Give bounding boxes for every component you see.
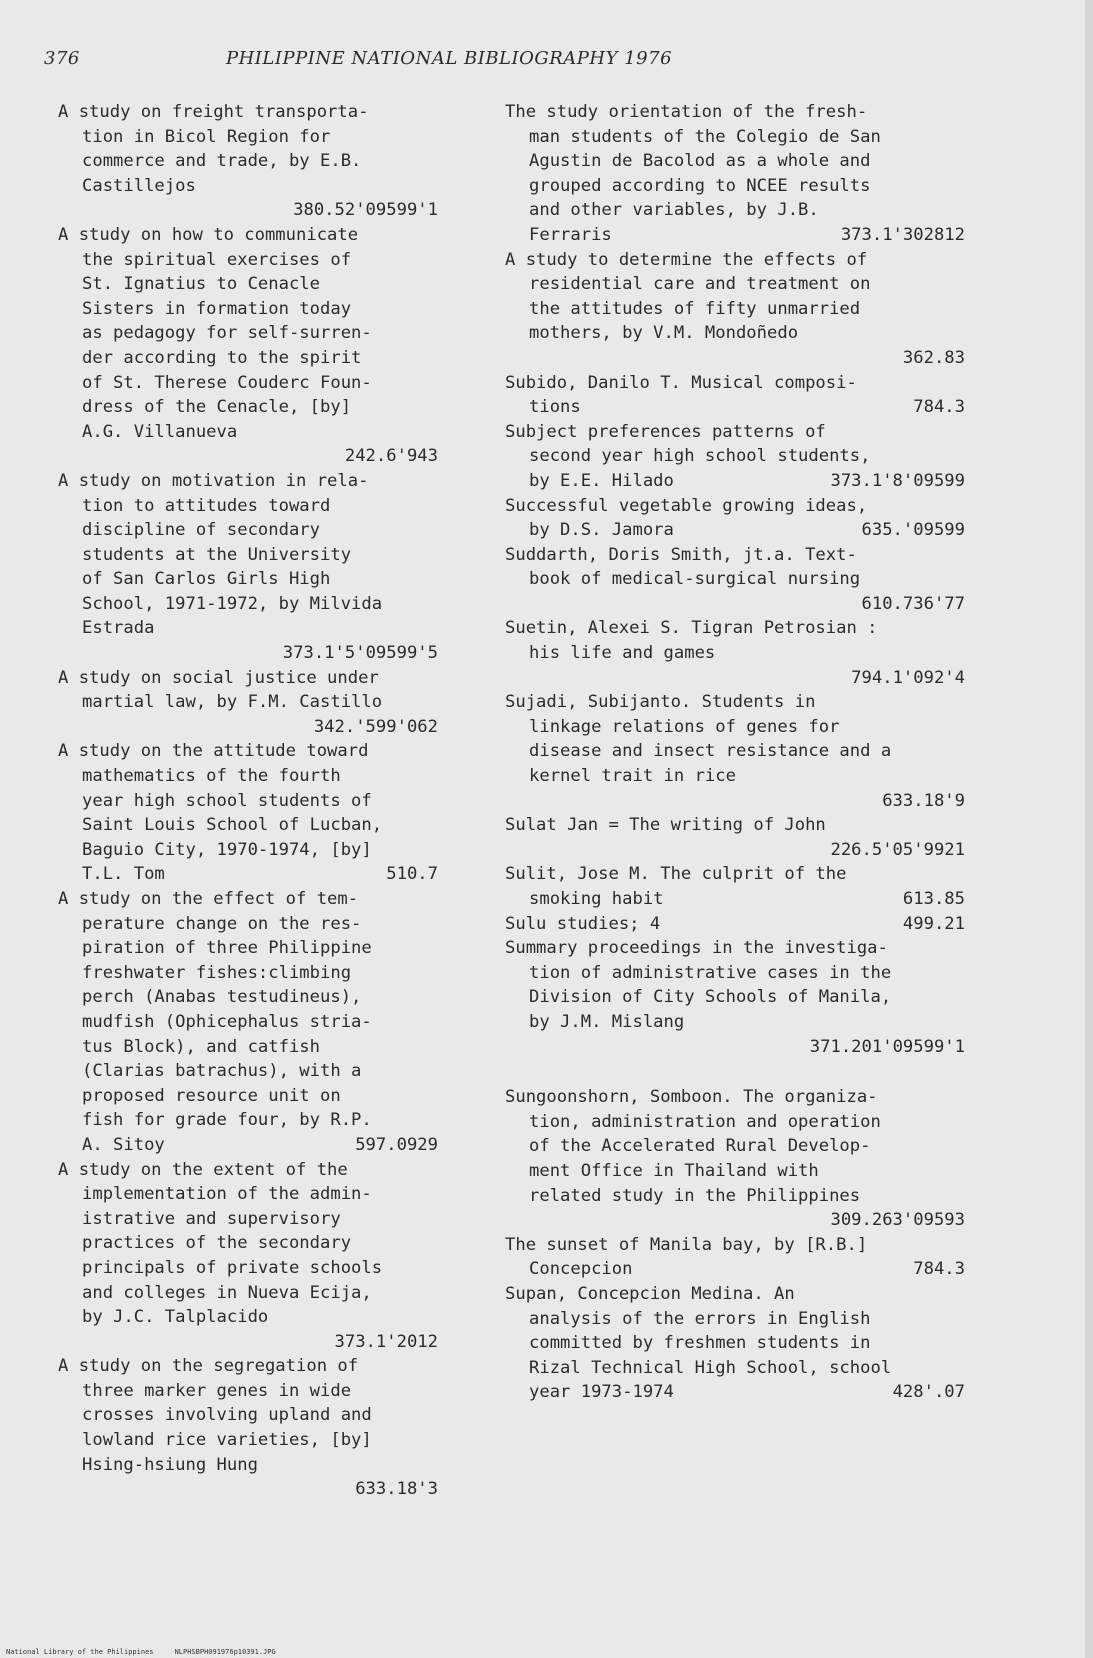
entry-text: A study on motivation in rela- tion to attitudes toward discipline of secondary students at the University of San Carlos Girls High School, 1971-1972, by Milvida Estrada <box>58 470 383 639</box>
entry-text: Successful vegetable growing ideas, by D.S. Jamora <box>505 495 868 541</box>
call-number: 633.18'9 <box>882 790 965 811</box>
entry-text: A study on the extent of the implementation of the admin- istrative and supervisory practices of the secondary principals of private schools and colleges in Nueva Ecija, by J.C. Talplacido <box>58 1159 383 1328</box>
call-number: 499.21 <box>902 913 965 934</box>
bibliography-entry <box>58 1354 438 1502</box>
call-number: 635.'09599 <box>861 520 965 541</box>
bibliography-entry <box>505 1282 965 1405</box>
call-number: 373.1'302812 <box>840 224 965 245</box>
call-number: 342.'599'062 <box>313 716 438 737</box>
call-number: 371.201'09599'1 <box>809 1036 965 1057</box>
bibliography-entry <box>505 1085 965 1233</box>
call-number: 362.83 <box>902 347 965 368</box>
bibliography-entry <box>505 690 965 813</box>
call-number: 242.6'943 <box>344 446 438 467</box>
call-number: 380.52'09599'1 <box>293 200 438 221</box>
page-number: 376 <box>44 48 80 69</box>
right-column <box>505 100 965 1405</box>
call-number: 784.3 <box>913 397 965 418</box>
bibliography-entry <box>505 543 965 617</box>
bibliography-entry <box>505 862 965 911</box>
call-number: 794.1'092'4 <box>851 667 965 688</box>
entry-text: A study on the segregation of three marker genes in wide crosses involving upland and lowland rice varieties, [by] Hsing-hsiung Hung <box>58 1356 372 1475</box>
bibliography-entry <box>58 100 438 223</box>
call-number: 373.1'5'09599'5 <box>282 643 438 664</box>
entry-text: Supan, Concepcion Medina. An analysis of the errors in English committed by freshmen students in Rizal Technical High School, school year 1973-1974 <box>505 1283 892 1403</box>
entry-text: Sungoonshorn, Somboon. The organiza- tion, administration and operation of the Accelerated Rural Develop- ment Office in Thailand with related study in the Philippines <box>505 1087 881 1206</box>
entry-text: A study on freight transporta- tion in Bicol Region for commerce and trade, by E.B. Castillejos <box>58 102 369 196</box>
bibliography-entry <box>505 100 965 248</box>
entry-text: Sulit, Jose M. The culprit of the smoking habit <box>505 864 847 909</box>
entry-text: A study on social justice under martial law, by F.M. Castillo <box>58 667 383 713</box>
bibliography-entry <box>505 813 965 862</box>
call-number: 510.7 <box>386 864 438 885</box>
bibliography-entry <box>505 420 965 494</box>
call-number: 309.263'09593 <box>830 1210 965 1231</box>
entry-text: Subject preferences patterns of second year high school students, by E.E. Hilado <box>505 421 871 491</box>
bibliography-entry <box>58 469 438 666</box>
entry-text: A study on the effect of tem- perature change on the res- piration of three Philippine freshwater fishes:climbing perch (Anabas testudineus), mudfish (Ophicephalus stria- tus Block), and catfish (Clarias batrachus), with a proposed resource unit on fish for grade four, by R.P. A. Sitoy <box>58 889 372 1155</box>
entry-text: A study to determine the effects of residential care and treatment on the attitudes of fifty unmarried mothers, by V.M. Mondoñedo <box>505 249 871 344</box>
call-number: 633.18'3 <box>355 1479 438 1500</box>
scan-footer: National Library of the Philippines NLPHSBPH091976p10391.JPG <box>6 1648 276 1656</box>
bibliography-entry <box>58 223 438 469</box>
bibliography-entry <box>505 936 965 1059</box>
entry-text: Sulu studies; 4 <box>505 913 661 934</box>
entry-text: A study on the attitude toward mathematics of the fourth year high school students of Saint Louis School of Lucban, Baguio City, 1970-1974, [by] T.L. Tom <box>58 741 383 885</box>
entry-text: Sulat Jan = The writing of John <box>505 815 826 836</box>
entry-text: Subido, Danilo T. Musical composi- tions <box>505 372 857 418</box>
entry-text: A study on how to communicate the spiritual exercises of St. Ignatius to Cenacle Sisters in formation today as pedagogy for self-surren- der according to the spirit of St. Therese Couderc Foun- dress of the Cenacle, [by] A.G. Villanueva <box>58 224 372 442</box>
call-number: 428'.07 <box>892 1382 965 1403</box>
page-title: PHILIPPINE NATIONAL BIBLIOGRAPHY 1976 <box>226 48 673 69</box>
page-edge <box>1085 0 1093 1658</box>
entry-gap <box>505 1059 965 1085</box>
bibliography-entry <box>58 1158 438 1355</box>
bibliography-entry <box>505 1233 965 1282</box>
bibliography-entry <box>505 248 965 371</box>
entry-text: Suetin, Alexei S. Tigran Petrosian : his life and games <box>505 618 878 664</box>
bibliography-entry <box>505 371 965 420</box>
call-number: 226.5'05'9921 <box>830 839 965 860</box>
call-number: 784.3 <box>913 1259 965 1280</box>
bibliography-entry <box>505 912 965 937</box>
call-number: 373.1'8'09599 <box>830 470 965 491</box>
call-number: 610.736'77 <box>861 593 965 614</box>
bibliography-entry <box>505 616 965 690</box>
bibliography-entry <box>58 666 438 740</box>
bibliography-entry <box>505 494 965 543</box>
entry-text: The study orientation of the fresh- man students of the Colegio de San Agustin de Bacolod as a whole and grouped according to NCEE results and other variables, by J.B. Ferraris <box>505 102 881 245</box>
call-number: 373.1'2012 <box>334 1331 438 1352</box>
entry-text: The sunset of Manila bay, by [R.B.] Concepcion <box>505 1234 868 1280</box>
page-header <box>0 48 1093 78</box>
bibliography-entry <box>58 887 438 1158</box>
call-number: 597.0929 <box>355 1134 438 1155</box>
entry-text: Sujadi, Subijanto. Students in linkage relations of genes for disease and insect resistance and a kernel trait in rice <box>505 692 892 787</box>
call-number: 613.85 <box>902 889 965 909</box>
entry-text: Suddarth, Doris Smith, jt.a. Text- book of medical-surgical nursing <box>505 544 861 590</box>
left-column <box>58 100 438 1502</box>
bibliography-entry <box>58 739 438 887</box>
entry-text: Summary proceedings in the investiga- tion of administrative cases in the Division of City Schools of Manila, by J.M. Mislang <box>505 938 892 1032</box>
